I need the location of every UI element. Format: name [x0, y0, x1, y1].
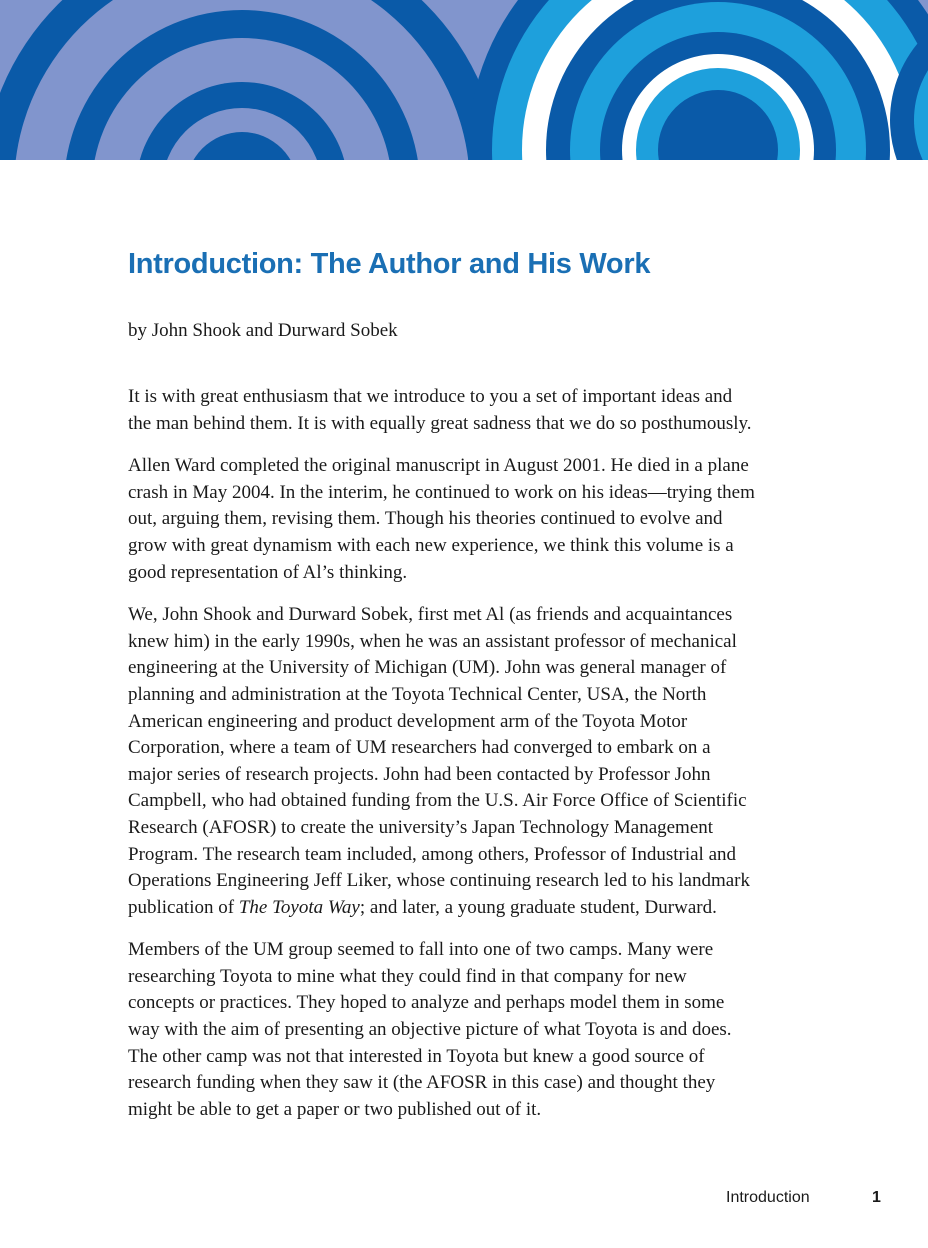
body-text — [128, 384, 818, 1139]
page-title: Introduction: The Author and His Work — [128, 248, 651, 280]
paragraph-4 — [128, 937, 818, 1123]
text-line: Program. The research team included, among others, Professor of Industrial and — [128, 843, 736, 865]
text-line: might be able to get a paper or two published out of it. — [128, 1098, 542, 1120]
byline: by John Shook and Durward Sobek — [128, 320, 398, 341]
text-line: Operations Engineering Jeff Liker, whose continuing research led to his landmark — [128, 870, 751, 892]
footer-section-label: Introduction — [726, 1189, 810, 1206]
text-line: concepts or practices. They hoped to analyze and perhaps model them in some — [128, 992, 725, 1014]
paragraph-1 — [128, 384, 818, 437]
text-line: It is with great enthusiasm that we introduce to you a set of important ideas and — [128, 386, 733, 407]
text-line: knew him) in the early 1990s, when he was an assistant professor of mechanical — [128, 630, 737, 652]
text-line: engineering at the University of Michigan (UM). John was general manager of — [128, 657, 727, 679]
header-banner — [0, 0, 928, 160]
text-line: crash in May 2004. In the interim, he continued to work on his ideas—trying them — [128, 481, 755, 503]
text-line: grow with great dynamism with each new experience, we think this volume is a — [128, 534, 734, 556]
text-line: way with the aim of presenting an objective picture of what Toyota is and does. — [128, 1019, 732, 1041]
text-line: good representation of Al’s thinking. — [128, 561, 408, 583]
text-line: planning and administration at the Toyota Technical Center, USA, the North — [128, 683, 707, 705]
text-line: major series of research projects. John had been contacted by Professor John — [128, 763, 711, 785]
text-line: out, arguing them, revising them. Though his theories continued to evolve and — [128, 508, 723, 530]
text-line: We, John Shook and Durward Sobek, first met Al (as friends and acquaintances — [128, 604, 733, 626]
paragraph-3 — [128, 602, 818, 921]
ring-group-left — [0, 0, 502, 160]
text-line: Corporation, where a team of UM researchers had converged to embark on a — [128, 737, 711, 759]
page-number: 1 — [872, 1189, 881, 1206]
book-title: The Toyota Way — [238, 896, 360, 918]
text-line: the man behind them. It is with equally great sadness that we do so posthumously. — [128, 412, 752, 434]
text-segment: publication of — [128, 896, 239, 918]
text-line: Allen Ward completed the original manuscript in August 2001. He died in a plane — [128, 455, 749, 477]
text-line — [128, 895, 818, 922]
text-segment: ; and later, a young graduate student, Durward. — [359, 896, 717, 918]
text-line: Members of the UM group seemed to fall into one of two camps. Many were — [128, 939, 714, 961]
ring-group-right — [468, 0, 928, 160]
text-line: Research (AFOSR) to create the university’s Japan Technology Management — [128, 816, 714, 838]
text-line: Campbell, who had obtained funding from the U.S. Air Force Office of Scientific — [128, 790, 747, 812]
text-line: researching Toyota to mine what they could find in that company for new — [128, 965, 687, 987]
text-line: American engineering and product development arm of the Toyota Motor — [128, 710, 688, 732]
text-line: The other camp was not that interested in Toyota but knew a good source of — [128, 1045, 705, 1067]
text-line: research funding when they saw it (the AFOSR in this case) and thought they — [128, 1072, 716, 1094]
paragraph-2 — [128, 453, 818, 586]
concentric-rings-graphic — [0, 0, 928, 160]
